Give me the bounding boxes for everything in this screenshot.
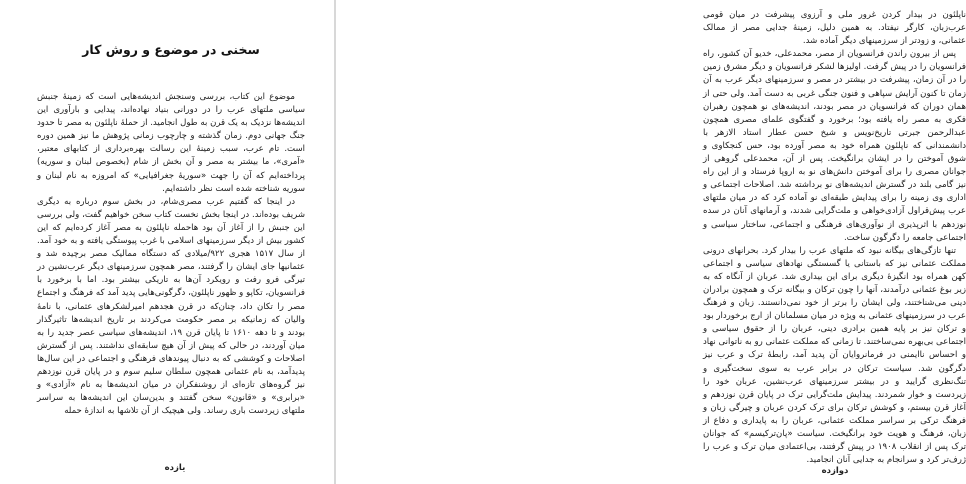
left-paragraph-1: موضوع این کتاب، بررسی وسنجش اندیشه‌هایی است که زمینهٔ جنبش سیاسی ملتهای عرب را در دورانی بنیاد نهاده‌اند، پیدایی و بارآوری این اندیشه‌ها نزدیک به یک قرن به طول انجامید. از حملهٔ ناپلئون به مصر تا حدود جنگ جهانی دوم. زمان گذشته و چارچوب زمانی پژوهش ما نیز همین دوره است. تام عرب، سبب زمینهٔ این رسالت بهره‌برداری از کتابهای معتبر، «آمری»، ما بیشتر به مصر و آن بخش از شام (بخصوص لبنان و سوریه) پرداخته‌ایم که آن را جهت «سوریهٔ جغرافیایی» که امروزه به نام لبنان و سوریه شناخته شده است نظر داشته‌ایم.	[37, 92, 305, 194]
right-paragraph-3: تنها تازگی‌های بیگانه نبود که ملتهای عرب را بیدار کرد. بحرانهای درونی مملکت عثمانی نیز که باستانی یا گسستگی نهادهای سیاسی و اجتماعی کهن همراه بود انگیزهٔ دیگری برای این بیداری شد. عربان از آنگاه که به زیر بوغ عثمانی درآمدند، آنها را چون ترکان و بیگانه ترک و همچون برادران دینی می‌شناختند، ولی ایشان را برتر از خود نمی‌دانستند. زبان و فرهنگ عرب در سرزمینهای عثمانی به ویژه در میان مسلمانان از ارج برخوردار بود و ترکان نیز بر پایه همین برادری دینی، عربان را از حقوق سیاسی و اجتماعی بی‌بهره نمی‌ساختند. تا زمانی که مملکت عثمانی رو به ناتوانی نهاد و احساس ناایمنی در فرمانروایان آن پدید آمد، رابطهٔ ترک و عرب نیز دگرگون شد. سیاست ترکان در برابر عرب به سوی سخت‌گیری و تنگ‌نظری گرایید و در بیشتر سرزمینهای عرب‌نشین، عربان خود را زیردست و خوار شمردند. پیدایش ملت‌گرایی ترک در پایان قرن نوزدهم و آغاز قرن بیستم، و کوشش ترکان برای ترک کردن عربان و چیرگی زبان و فرهنگ ترکی بر سراسر مملکت عثمانی، عربان را به پایداری و دفاع از زبان، فرهنگ و هویت خود برانگیخت. سیاست «پان‌ترکیسم» که جوانان ترک پس از انقلاب ۱۹۰۸ در پیش گرفتند، بی‌اعتمادی میان ترک و عرب را ژرف‌تر کرد و سرانجام به جدایی آنان انجامید.	[703, 245, 966, 466]
left-page-number: یازده	[164, 463, 186, 473]
right-page-body	[703, 9, 966, 469]
right-paragraph-1: ناپلئون در بیدار کردن غرور ملی و آرزوی پیشرفت در میان قومی عرب‌زبان، کارگر نیفتاد. به همین دلیل، زمینهٔ جدایی مصر از ممالک عثمانی، و زودتر از سرزمینهای دیگر آماده شد.	[703, 10, 966, 47]
right-page	[336, 0, 966, 484]
left-page	[0, 0, 335, 484]
left-paragraph-2: در اینجا که گفتیم عرب مصری‌شام، در بخش سوم درباره به دیگری شریف بوده‌اند. در اینجا بخش نخست کتاب سخن خواهیم گفت، ولی بررسی این جنبش را از آغاز آن بود هاحمله ناپلئون به مصر آغاز کرده‌ایم که این کشور بیش از دیگر سرزمینهای اسلامی با غرب پیوستگی یافته و به خود آمد. از سال ۱۵۱۷ هجری ۹۲۲/میلادی که دستگاه ممالیک مصر برچیده شد و عثمانیها جای ایشان را گرفتند، مصر همچون سرزمینهای دیگر عرب‌نشین در تیرگی فرو رفت و رویکرد آن‌ها به تاریکی بیشتر بود. اما با برخورد با فرانسویان، تکاپو و ظهور ناپلئون، دگرگونی‌هایی پدید آمد که فرهنگ و اجتماع مصر را تکان داد، چنان‌که در قرن هجدهم امیرلشکرهای عثمانی، با نامهٔ والیان که زمانیکه بر مصر حکومت می‌کردند بر تاریخ اندیشه‌ها تاثیرگذار بودند و تا دهه ۱۶۱۰ تا پایان قرن ۱۹، اندیشه‌های سیاسی عصر جدید را به میان آوردند، در حالی که پیش از آن هیچ سابقه‌ای نداشتند. پس از گسترش اصلاحات و کوششی که به دنبال پیوندهای فرهنگی و اجتماعی در این سال‌ها پدیدآمد، به نام عثمانی همچون سلطان سلیم سوم و در پایان قرن نوزدهم نیز گروه‌های تازه‌ای از روشنفکران در میان اندیشه‌ها به نام «آزادی» و «برابری» و «قانون» سخن گفتند و بدین‌سان این اندیشه‌ها به سراسر ملتهای زیردست باری رساند. ولی هیچیک از آن تلاشها به اندازهٔ حمله	[37, 196, 306, 417]
left-page-body	[37, 91, 305, 453]
right-paragraph-2: پس از بیرون راندن فرانسویان از مصر، محمدعلی، خدیو آن کشور، راه فرانسویان را در پیش گرفت. اولیزها لشکر فرانسویان و دیگر مشرق زمین را در آن زمان، پیشرفت در بیشتر در مصر و سرزمینهای دیگر عرب به آن زمان تا کنون آرایش سپاهی و فنون جنگی غربی به دست آمد. ولی حتی از همان دوران که فرانسویان در مصر بودند، اندیشه‌های نو همچون رهبران فکری به مصر راه یافته بود؛ برخورد و گفتگوی علمای مصری همچون عبدالرحمن جبرتی تاریخ‌نویس و شیخ حسن عطار استاد الازهر با دانشمندانی که ناپلئون همراه خود به مصر آورده بود، حس کنجکاوی و شوق آموختن را در ایشان برانگیخت. پس از آن، محمدعلی گروهی از جوانان مصری را برای آموختن دانش‌های نو به اروپا فرستاد و از این راه نیز گامی بلند در گسترش اندیشه‌های نو برداشته شد. اصلاحات اجتماعی و اداری وی زمینه را برای پیدایش طبقه‌ای نو آماده کرد که در میان ملتهای عرب پیش‌قراول آزادی‌خواهی و ملت‌گرایی شدند، و آرمانهای آنان در سده نوزدهم با اثرپذیری از نوآوری‌های فرهنگی و اجتماعی، ساختار سیاسی و اجتماعی جامعه را دگرگون ساخت.	[703, 49, 966, 243]
right-page-number: دوازده	[821, 466, 849, 476]
chapter-heading: سخنی در موضوع و روش کار	[82, 42, 260, 57]
